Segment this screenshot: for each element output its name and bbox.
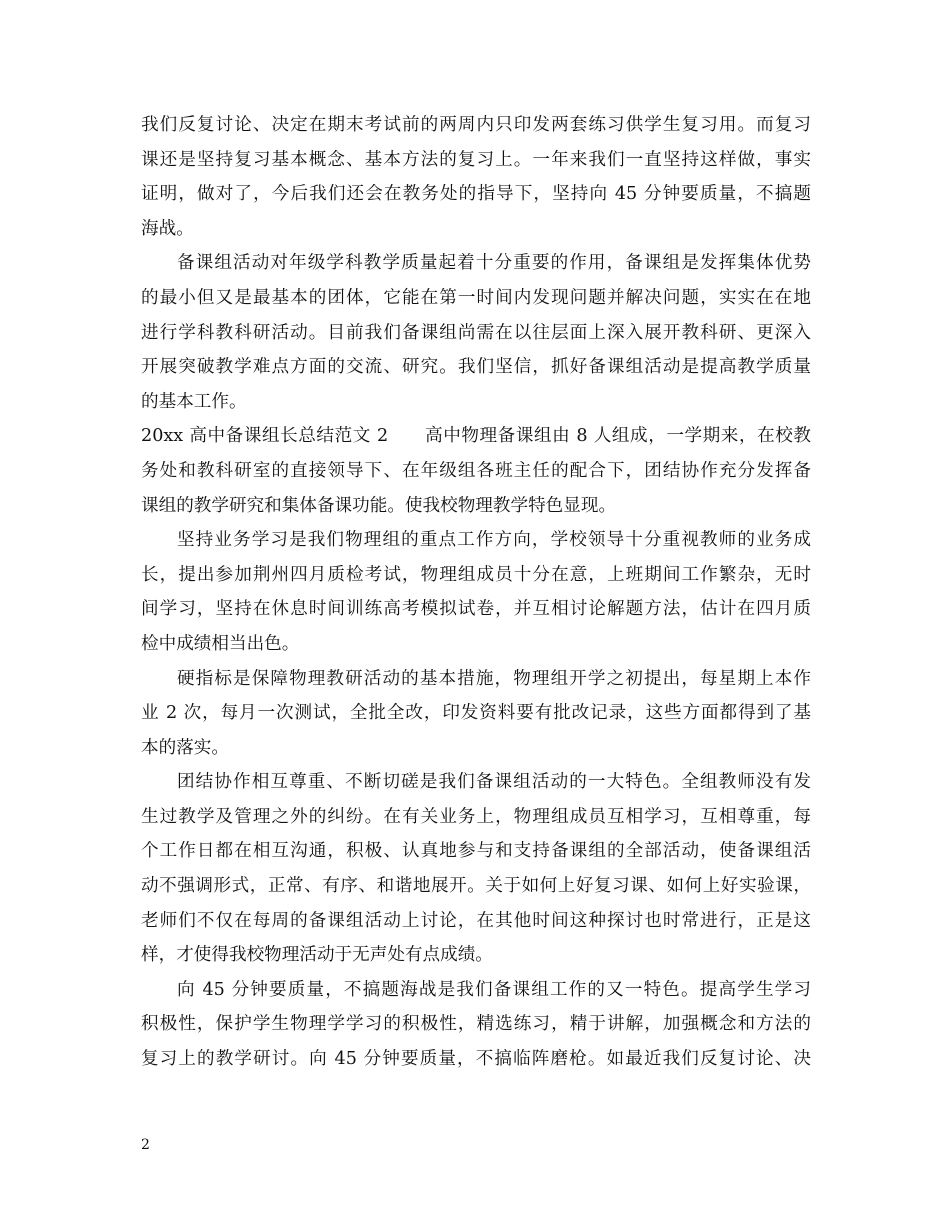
text-line: 硬指标是保障物理教研活动的基本措施，物理组开学之初提出，每星期上本作 [177, 668, 811, 689]
text-line: 课组的教学研究和集体备课功能。使我校物理教学特色显现。 [141, 495, 617, 516]
text-line: 样，才使得我校物理活动于无声处有点成绩。 [141, 945, 493, 966]
text-line: 务处和教科研室的直接领导下、在年级组各班主任的配合下，团结协作充分发挥备 [141, 460, 811, 481]
text-line: 动不强调形式，正常、有序、和谐地展开。关于如何上好复习课、如何上好实验课， [141, 876, 811, 897]
text-line: 个工作日都在相互沟通，积极、认真地参与和支持备课组的全部活动，使备课组活 [141, 841, 811, 862]
text-line: 向 45 分钟要质量，不搞题海战是我们备课组工作的又一特色。提高学生学习 [177, 979, 811, 1000]
document-body [141, 108, 811, 1077]
text-line: 备课组活动对年级学科教学质量起着十分重要的作用，备课组是发挥集体优势 [177, 253, 811, 274]
text-line: 本的落实。 [141, 737, 229, 758]
text-line: 团结协作相互尊重、不断切磋是我们备课组活动的一大特色。全组教师没有发 [177, 772, 811, 793]
text-line: 积极性，保护学生物理学学习的积极性，精选练习，精于讲解，加强概念和方法的 [141, 1014, 811, 1035]
text-line: 进行学科教科研活动。目前我们备课组尚需在以往层面上深入展开教科研、更深入 [141, 322, 811, 343]
text-line: 海战。 [141, 218, 194, 239]
text-line: 的基本工作。 [141, 391, 247, 412]
text-line: 生过教学及管理之外的纠纷。在有关业务上，物理组成员互相学习，互相尊重，每 [141, 806, 811, 827]
text-line: 证明，做对了，今后我们还会在教务处的指导下，坚持向 45 分钟要质量，不搞题 [141, 184, 811, 205]
text-line: 老师们不仅在每周的备课组活动上讨论，在其他时间这种探讨也时常进行，正是这 [141, 910, 811, 931]
text-line: 间学习，坚持在休息时间训练高考模拟试卷，并互相讨论解题方法，估计在四月质 [141, 599, 811, 620]
text-line: 的最小但又是最基本的团体，它能在第一时间内发现问题并解决问题，实实在在地 [141, 287, 811, 308]
text-line: 课还是坚持复习基本概念、基本方法的复习上。一年来我们一直坚持这样做，事实 [141, 149, 811, 170]
text-line: 复习上的教学研讨。向 45 分钟要质量，不搞临阵磨枪。如最近我们反复讨论、决 [141, 1049, 811, 1070]
text-line: 开展突破教学难点方面的交流、研究。我们坚信，抓好备课组活动是提高教学质量 [141, 357, 811, 378]
text-line: 坚持业务学习是我们物理组的重点工作方向，学校领导十分重视教师的业务成 [177, 530, 811, 551]
text-line: 20xx 高中备课组长总结范文 2 高中物理备课组由 8 人组成，一学期来，在校教 [141, 426, 811, 447]
text-line: 业 2 次，每月一次测试，全批全改，印发资料要有批改记录，这些方面都得到了基 [141, 703, 811, 724]
text-line: 长，提出参加荆州四月质检考试，物理组成员十分在意，上班期间工作繁杂，无时 [141, 564, 811, 585]
text-line: 我们反复讨论、决定在期末考试前的两周内只印发两套练习供学生复习用。而复习 [141, 115, 811, 135]
page-number: 2 [141, 1137, 150, 1153]
text-line: 检中成绩相当出色。 [141, 633, 300, 654]
